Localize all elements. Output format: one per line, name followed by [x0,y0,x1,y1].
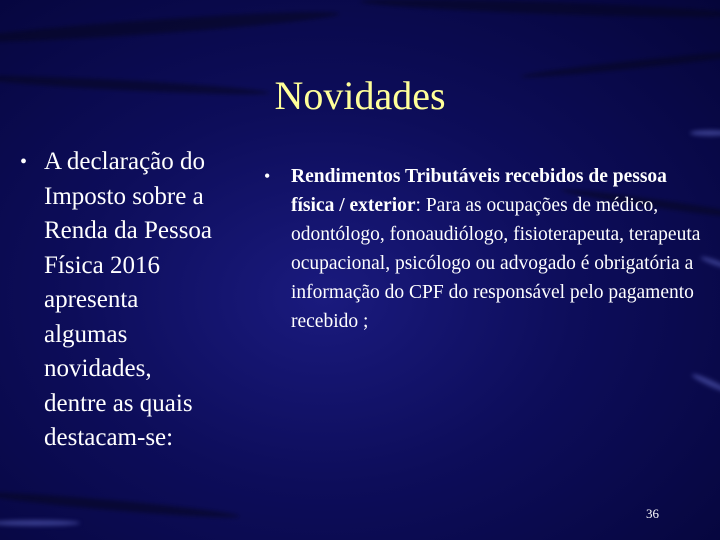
background-streak [0,7,340,47]
background-streak [691,372,720,394]
right-bullet-text [291,162,714,336]
bullet-glyph: • [20,151,28,173]
right-bullet [264,162,714,336]
background-streak [0,520,80,526]
left-bullet [20,145,220,456]
background-streak [360,0,720,21]
right-bullet-rest: : Para as ocupações de médico, odontólogo, fonoaudiólogo, fisioterapeuta, terapeuta ocupacional, psicólogo ou advogado é obrigatória a informação do CPF do responsável pelo pagamento recebido ; [291,195,701,332]
bullet-glyph: • [264,166,271,186]
slide-title: Novidades [274,73,446,118]
left-bullet-text: A declaração do Imposto sobre a Renda da Pessoa Física 2016 apresenta algumas novidades, dentre as quais destacam-se: [44,148,213,451]
background-streak [690,130,720,136]
page-number: 36 [646,506,659,521]
right-bullet-bold: Rendimentos Tributáveis recebidos de pessoa física / exterior [291,166,667,216]
background-streak [0,489,240,522]
